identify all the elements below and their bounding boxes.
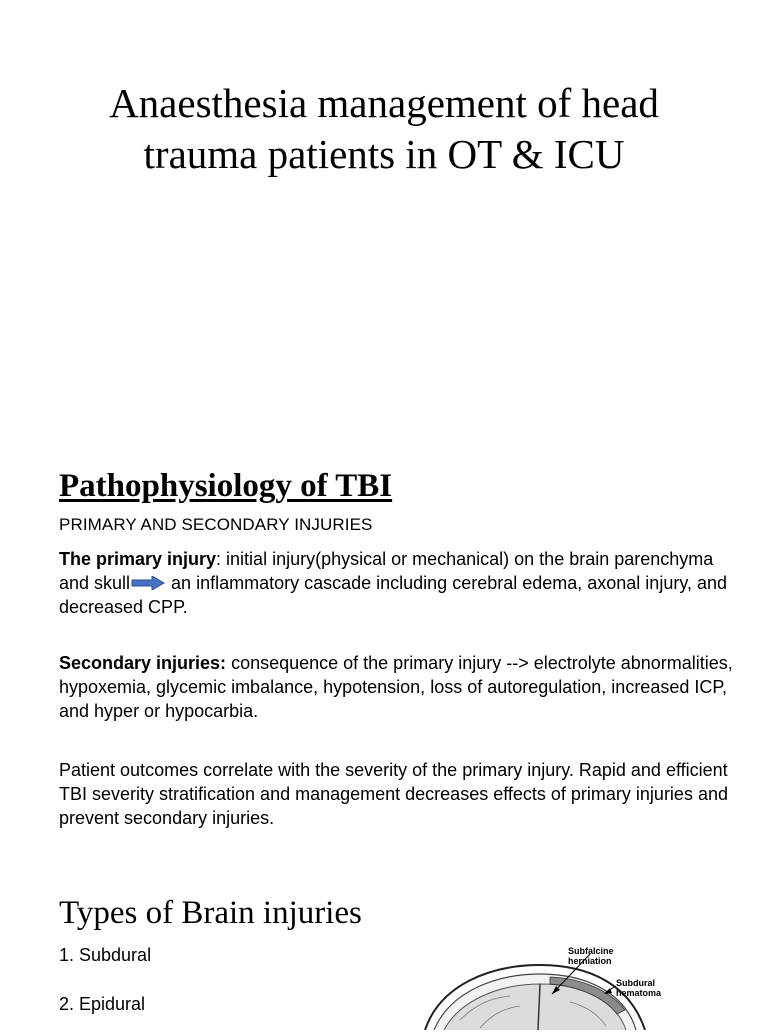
primary-injury-paragraph bbox=[59, 547, 739, 619]
right-arrow-icon bbox=[131, 576, 165, 590]
secondary-injury-label: Secondary injuries: bbox=[59, 653, 227, 673]
slide-title bbox=[0, 0, 768, 440]
subfalcine-herniation-label: Subfalcine herniation bbox=[568, 946, 614, 966]
injuries-subheading: PRIMARY AND SECONDARY INJURIES bbox=[59, 515, 373, 534]
brain-herniation-diagram bbox=[420, 940, 660, 1030]
slide-brain-injuries bbox=[0, 880, 768, 1024]
subdural-hematoma-label: Subdural hematoma bbox=[616, 978, 662, 998]
secondary-injury-text: consequence of the primary injury --> electrolyte abnormalities, hypoxemia, glycemic imbalance, hypotension, loss of autoregulation, increased ICP, and hyper or hypocarbia. bbox=[59, 653, 733, 721]
list-item-subdural: 1. Subdural bbox=[59, 945, 152, 965]
presentation-title: Anaesthesia management of head trauma patients in OT & ICU bbox=[109, 80, 659, 177]
primary-injury-label: The primary injury bbox=[59, 549, 217, 569]
secondary-injury-paragraph bbox=[59, 651, 739, 723]
pathophysiology-heading: Pathophysiology of TBI bbox=[59, 468, 393, 504]
list-item-epidural: 2. Epidural bbox=[59, 994, 146, 1014]
primary-injury-cascade-text: an inflammatory cascade including cerebral edema, axonal injury, and decreased CPP. bbox=[59, 573, 728, 617]
primary-injury-text: : initial injury(physical or mechanical) on the brain parenchyma and skull bbox=[59, 549, 714, 593]
outcomes-paragraph: Patient outcomes correlate with the severity of the primary injury. Rapid and efficient TBI severity stratification and management decreases effects of primary injuries and prevent secondary injuries. bbox=[59, 760, 728, 828]
slide-pathophysiology bbox=[0, 440, 768, 880]
brain-injuries-heading: Types of Brain injuries bbox=[59, 895, 362, 931]
